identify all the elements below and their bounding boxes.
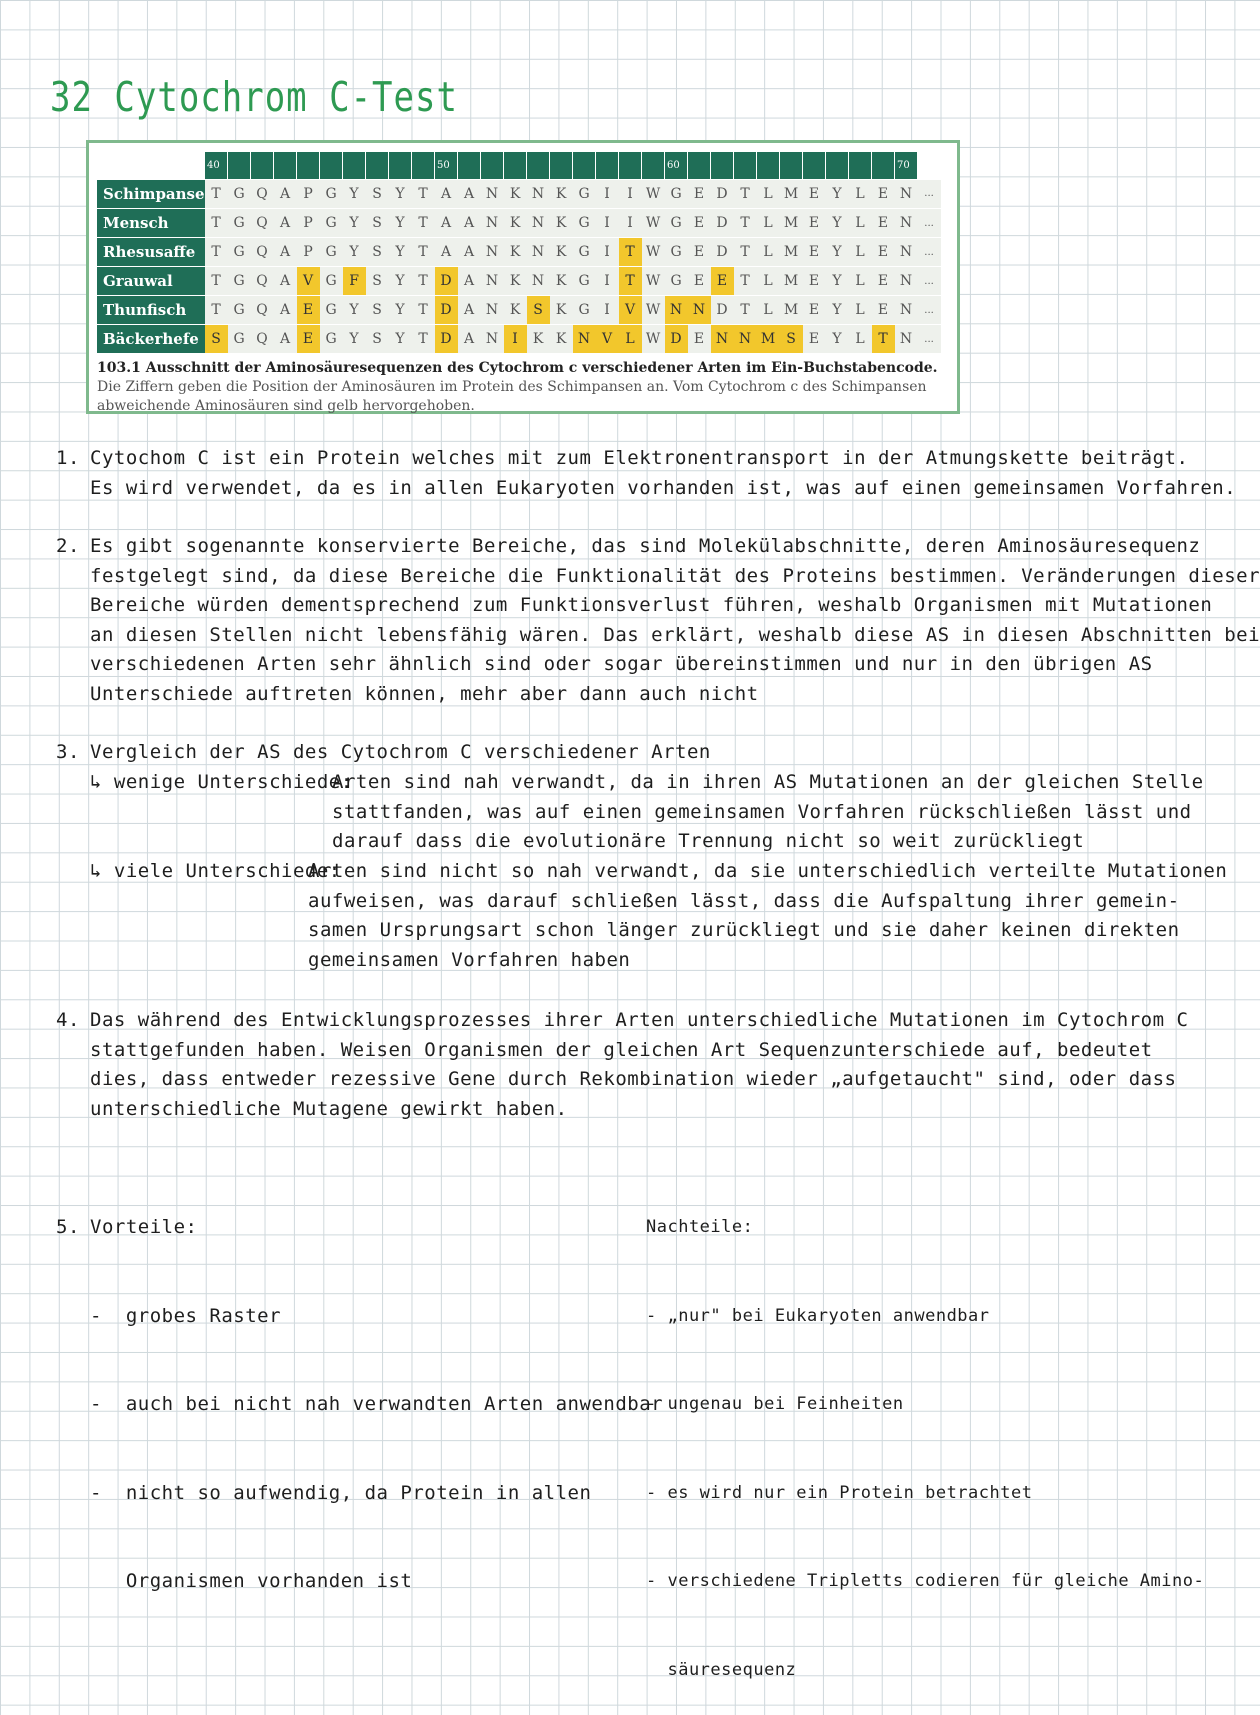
amino-acid-cell: G <box>228 267 251 296</box>
pros-item: - grobes Raster <box>90 1304 282 1327</box>
answer-line: an diesen Stellen nicht lebensfähig wären. Das erklärt, weshalb diese AS in diesen Abschnitten bei <box>90 623 1260 646</box>
amino-acid-cell-highlighted: T <box>872 325 895 354</box>
amino-acid-cell: W <box>642 325 665 354</box>
amino-acid-cell: E <box>803 296 826 325</box>
answer-line: Es gibt sogenannte konservierte Bereiche, das sind Molekülabschnitte, deren Aminosäuresequenz <box>90 535 1201 557</box>
amino-acid-cell: G <box>320 296 343 325</box>
amino-acid-cell: A <box>435 180 458 209</box>
amino-acid-cell: N <box>481 209 504 238</box>
amino-acid-cell: A <box>274 238 297 267</box>
species-row <box>97 180 941 209</box>
position-label <box>481 152 504 180</box>
amino-acid-cell: Q <box>251 296 274 325</box>
amino-acid-cell: G <box>573 267 596 296</box>
sequence-table <box>97 151 941 354</box>
amino-acid-cell: T <box>412 180 435 209</box>
table-corner <box>97 152 205 180</box>
position-label <box>504 152 527 180</box>
amino-acid-cell: A <box>458 325 481 354</box>
amino-acid-cell-highlighted: E <box>297 296 320 325</box>
species-name: Rhesusaffe <box>97 238 205 267</box>
amino-acid-cell: Q <box>251 238 274 267</box>
species-name: Schimpanse <box>97 180 205 209</box>
amino-acid-cell: K <box>504 296 527 325</box>
position-label: 70 <box>895 152 918 180</box>
amino-acid-cell: M <box>780 238 803 267</box>
amino-acid-cell: E <box>872 296 895 325</box>
amino-acid-cell: E <box>688 209 711 238</box>
amino-acid-cell: A <box>274 296 297 325</box>
amino-acid-cell: I <box>596 180 619 209</box>
amino-acid-cell: N <box>895 238 918 267</box>
position-label <box>320 152 343 180</box>
species-name: Grauwal <box>97 267 205 296</box>
amino-acid-cell: N <box>481 180 504 209</box>
amino-acid-cell: N <box>527 238 550 267</box>
amino-acid-cell: ... <box>918 325 941 354</box>
species-name: Thunfisch <box>97 296 205 325</box>
amino-acid-cell: ... <box>918 296 941 325</box>
amino-acid-cell: A <box>458 296 481 325</box>
amino-acid-cell: G <box>573 209 596 238</box>
position-label <box>849 152 872 180</box>
position-label <box>458 152 481 180</box>
amino-acid-cell: Y <box>389 238 412 267</box>
amino-acid-cell: M <box>780 209 803 238</box>
amino-acid-cell-highlighted: E <box>711 267 734 296</box>
amino-acid-cell: W <box>642 238 665 267</box>
few-differences-label: ↳ wenige Unterschiede: <box>90 771 353 793</box>
cons-item: - „nur" bei Eukaryoten anwendbar <box>646 1305 990 1326</box>
amino-acid-cell: Y <box>389 180 412 209</box>
answer-line: samen Ursprungsart schon länger zurückliegt und sie daher keinen direkten <box>308 919 1180 941</box>
amino-acid-cell: E <box>803 238 826 267</box>
amino-acid-cell: A <box>458 180 481 209</box>
species-row <box>97 296 941 325</box>
amino-acid-cell: T <box>734 180 757 209</box>
amino-acid-cell: E <box>688 325 711 354</box>
amino-acid-cell: P <box>297 238 320 267</box>
amino-acid-cell: W <box>642 296 665 325</box>
amino-acid-cell-highlighted: V <box>619 296 642 325</box>
amino-acid-cell-highlighted: S <box>527 296 550 325</box>
answer-5-cons <box>646 1154 1204 1715</box>
amino-acid-cell-highlighted: S <box>205 325 228 354</box>
position-label <box>803 152 826 180</box>
amino-acid-cell: G <box>228 238 251 267</box>
amino-acid-cell: T <box>412 325 435 354</box>
amino-acid-cell: S <box>366 180 389 209</box>
cons-item: - es wird nur ein Protein betrachtet <box>646 1482 1033 1503</box>
amino-acid-cell: G <box>320 267 343 296</box>
amino-acid-cell: G <box>228 209 251 238</box>
amino-acid-cell-highlighted: E <box>297 325 320 354</box>
few-differences-text <box>332 768 1204 857</box>
amino-acid-cell: E <box>688 238 711 267</box>
amino-acid-cell-highlighted: D <box>435 267 458 296</box>
position-label <box>550 152 573 180</box>
position-label <box>596 152 619 180</box>
amino-acid-cell: K <box>504 238 527 267</box>
amino-acid-cell: L <box>849 325 872 354</box>
amino-acid-cell: N <box>895 325 918 354</box>
amino-acid-cell: Y <box>343 209 366 238</box>
amino-acid-cell: A <box>435 238 458 267</box>
amino-acid-cell: Y <box>389 325 412 354</box>
amino-acid-cell: T <box>205 238 228 267</box>
answer-line: unterschiedliche Mutagene gewirkt haben. <box>90 1097 568 1120</box>
amino-acid-cell: Y <box>343 180 366 209</box>
position-label <box>274 152 297 180</box>
amino-acid-cell: K <box>550 209 573 238</box>
amino-acid-cell: G <box>573 180 596 209</box>
pros-item: - nicht so aufwendig, da Protein in allen <box>90 1481 592 1504</box>
position-label <box>711 152 734 180</box>
amino-acid-cell: Y <box>826 238 849 267</box>
answer-line: Bereiche würden dementsprechend zum Funktionsverlust führen, weshalb Organismen mit Mutationen <box>90 594 1213 616</box>
amino-acid-cell: A <box>458 238 481 267</box>
amino-acid-cell: G <box>665 209 688 238</box>
amino-acid-cell: P <box>297 180 320 209</box>
amino-acid-cell: I <box>596 296 619 325</box>
answer-line: Es wird verwendet, da es in allen Eukaryoten vorhanden ist, was auf einen gemeinsamen Vorfahren. <box>90 476 1237 499</box>
amino-acid-cell: G <box>320 180 343 209</box>
answer-line: Cytochom C ist ein Protein welches mit zum Elektronentransport in der Atmungskette beiträgt. <box>90 447 1189 469</box>
amino-acid-cell: S <box>366 209 389 238</box>
pros-item: Organismen vorhanden ist <box>90 1570 413 1592</box>
amino-acid-cell: G <box>320 325 343 354</box>
species-row <box>97 325 941 354</box>
pros-item: - auch bei nicht nah verwandten Arten anwendbar <box>90 1393 664 1415</box>
amino-acid-cell: W <box>642 180 665 209</box>
amino-acid-cell: Y <box>389 209 412 238</box>
amino-acid-cell: T <box>734 296 757 325</box>
amino-acid-cell: N <box>527 267 550 296</box>
position-label <box>389 152 412 180</box>
answer-1 <box>56 444 1236 503</box>
position-label <box>688 152 711 180</box>
amino-acid-cell: G <box>665 238 688 267</box>
amino-acid-cell-highlighted: V <box>297 267 320 296</box>
amino-acid-cell-highlighted: D <box>435 296 458 325</box>
amino-acid-cell: L <box>849 180 872 209</box>
position-label <box>826 152 849 180</box>
amino-acid-cell: L <box>757 267 780 296</box>
position-label: 50 <box>435 152 458 180</box>
amino-acid-cell: G <box>573 238 596 267</box>
species-row <box>97 209 941 238</box>
answer-2 <box>56 532 1260 709</box>
amino-acid-cell: E <box>803 180 826 209</box>
amino-acid-cell: Y <box>343 296 366 325</box>
position-label <box>343 152 366 180</box>
amino-acid-cell-highlighted: V <box>596 325 619 354</box>
answer-line: Unterschiede auftreten können, mehr aber dann auch nicht <box>90 682 759 705</box>
amino-acid-cell: ... <box>918 238 941 267</box>
position-label <box>872 152 895 180</box>
amino-acid-cell: M <box>780 267 803 296</box>
amino-acid-cell: G <box>228 325 251 354</box>
amino-acid-cell: L <box>757 296 780 325</box>
amino-acid-cell: N <box>895 180 918 209</box>
cons-item: - ungenau bei Feinheiten <box>646 1394 904 1414</box>
cons-title: Nachteile: <box>646 1217 754 1237</box>
amino-acid-cell: Y <box>826 296 849 325</box>
amino-acid-cell: K <box>550 325 573 354</box>
amino-acid-cell: K <box>504 209 527 238</box>
position-label <box>251 152 274 180</box>
amino-acid-cell: Y <box>343 238 366 267</box>
answer-number: 5. <box>56 1216 80 1238</box>
answer-line: Das während des Entwicklungsprozesses ihrer Arten unterschiedliche Mutationen im Cytochrom C <box>90 1009 1189 1031</box>
amino-acid-cell: E <box>688 180 711 209</box>
amino-acid-cell: Y <box>826 180 849 209</box>
amino-acid-cell: T <box>734 267 757 296</box>
position-label: 40 <box>205 152 228 180</box>
amino-acid-cell: L <box>849 267 872 296</box>
amino-acid-cell: M <box>780 180 803 209</box>
amino-acid-cell: G <box>320 209 343 238</box>
amino-acid-cell: Y <box>826 209 849 238</box>
amino-acid-cell: T <box>412 238 435 267</box>
position-label: 60 <box>665 152 688 180</box>
answer-line: dies, dass entweder rezessive Gene durch Rekombination wieder „aufgetaucht" sind, oder dass <box>90 1068 1177 1090</box>
caption-title: 103.1 Ausschnitt der Aminosäuresequenzen des Cytochrom c verschiedener Arten im Ein-Buchstabencode. <box>97 360 938 376</box>
caption-text: Die Ziffern geben die Position der Aminosäuren im Protein des Schimpansen an. Vom Cytochrom c des Schimpansen abweichende Aminosäuren sind gelb hervorgehoben. <box>97 379 927 414</box>
many-differences-text <box>308 857 1227 975</box>
amino-acid-cell: Y <box>826 325 849 354</box>
amino-acid-cell: N <box>481 325 504 354</box>
amino-acid-cell: M <box>780 296 803 325</box>
amino-acid-cell: N <box>481 238 504 267</box>
position-label <box>642 152 665 180</box>
pros-title: Vorteile: <box>90 1216 198 1238</box>
amino-acid-cell: G <box>228 296 251 325</box>
amino-acid-cell: T <box>412 209 435 238</box>
amino-acid-cell-highlighted: N <box>573 325 596 354</box>
amino-acid-cell: N <box>481 267 504 296</box>
answer-line: aufweisen, was darauf schließen lässt, dass die Aufspaltung ihrer gemein- <box>308 889 1180 912</box>
amino-acid-cell: G <box>228 180 251 209</box>
amino-acid-cell: A <box>274 180 297 209</box>
amino-acid-cell: L <box>849 296 872 325</box>
amino-acid-cell: K <box>550 267 573 296</box>
amino-acid-cell: I <box>619 180 642 209</box>
amino-acid-cell-highlighted: M <box>757 325 780 354</box>
amino-acid-cell: T <box>734 238 757 267</box>
amino-acid-cell: A <box>458 267 481 296</box>
amino-acid-cell: S <box>366 267 389 296</box>
answer-line: festgelegt sind, da diese Bereiche die Funktionalität des Proteins bestimmen. Veränderungen dieser <box>90 564 1260 587</box>
position-label <box>527 152 550 180</box>
amino-acid-cell: L <box>849 238 872 267</box>
amino-acid-cell: K <box>550 296 573 325</box>
amino-acid-cell: Y <box>389 267 412 296</box>
amino-acid-cell: G <box>665 267 688 296</box>
amino-acid-cell: E <box>803 325 826 354</box>
amino-acid-cell: T <box>205 209 228 238</box>
amino-acid-cell: I <box>619 209 642 238</box>
amino-acid-cell-highlighted: D <box>665 325 688 354</box>
position-label <box>757 152 780 180</box>
answer-5-pros <box>56 1154 663 1626</box>
answer-line: Arten sind nah verwandt, da in ihren AS Mutationen an der gleichen Stelle <box>332 771 1204 793</box>
species-row <box>97 238 941 267</box>
amino-acid-cell: L <box>757 238 780 267</box>
amino-acid-cell: I <box>596 267 619 296</box>
amino-acid-cell-highlighted: N <box>734 325 757 354</box>
position-label <box>619 152 642 180</box>
many-differences-label: ↳ viele Unterschiede: <box>90 860 341 882</box>
amino-acid-cell: Q <box>251 209 274 238</box>
amino-acid-cell: N <box>895 209 918 238</box>
answer-line: verschiedenen Arten sehr ähnlich sind oder sogar übereinstimmen und nur in den übrigen AS <box>90 653 1153 675</box>
answer-heading: Vergleich der AS des Cytochrom C verschiedener Arten <box>90 741 711 763</box>
amino-acid-cell: G <box>573 296 596 325</box>
position-label <box>366 152 389 180</box>
amino-acid-cell: G <box>320 238 343 267</box>
amino-acid-cell: ... <box>918 209 941 238</box>
amino-acid-cell: ... <box>918 180 941 209</box>
amino-acid-cell: T <box>205 296 228 325</box>
amino-acid-cell: D <box>711 209 734 238</box>
amino-acid-cell: Y <box>389 296 412 325</box>
answer-line: stattfanden, was auf einen gemeinsamen Vorfahren rückschließen lässt und <box>332 800 1192 823</box>
amino-acid-cell: A <box>458 209 481 238</box>
amino-acid-cell: T <box>412 267 435 296</box>
amino-acid-cell-highlighted: L <box>619 325 642 354</box>
amino-acid-cell: Q <box>251 267 274 296</box>
amino-acid-cell: N <box>895 296 918 325</box>
amino-acid-cell: Q <box>251 180 274 209</box>
amino-acid-cell-highlighted: D <box>435 325 458 354</box>
position-label <box>228 152 251 180</box>
amino-acid-cell: T <box>205 267 228 296</box>
answer-line: stattgefunden haben. Weisen Organismen der gleichen Art Sequenzunterschiede auf, bedeutet <box>90 1038 1153 1061</box>
page-title: 32 Cytochrom C-Test <box>50 74 458 122</box>
answer-number: 1. <box>56 447 80 469</box>
amino-acid-cell: Y <box>826 267 849 296</box>
amino-acid-cell: D <box>711 296 734 325</box>
amino-acid-cell: K <box>550 238 573 267</box>
amino-acid-cell: S <box>366 238 389 267</box>
amino-acid-cell-highlighted: S <box>780 325 803 354</box>
amino-acid-cell-highlighted: T <box>619 267 642 296</box>
amino-acid-cell: D <box>711 180 734 209</box>
amino-acid-cell-highlighted: T <box>619 238 642 267</box>
amino-acid-cell: E <box>872 180 895 209</box>
amino-acid-cell: Y <box>343 325 366 354</box>
amino-acid-cell: P <box>297 209 320 238</box>
amino-acid-cell: E <box>872 209 895 238</box>
cons-item: - verschiedene Tripletts codieren für gleiche Amino- <box>646 1571 1205 1591</box>
amino-acid-cell: T <box>412 296 435 325</box>
answer-number: 3. <box>56 741 80 763</box>
amino-acid-cell: E <box>803 209 826 238</box>
amino-acid-cell: A <box>274 267 297 296</box>
amino-acid-cell: W <box>642 209 665 238</box>
amino-acid-cell: N <box>527 209 550 238</box>
amino-acid-cell: Q <box>251 325 274 354</box>
species-name: Bäckerhefe <box>97 325 205 354</box>
sequence-figure <box>86 140 960 414</box>
amino-acid-cell: N <box>481 296 504 325</box>
amino-acid-cell: A <box>274 325 297 354</box>
amino-acid-cell: T <box>734 209 757 238</box>
amino-acid-cell: G <box>665 180 688 209</box>
amino-acid-cell-highlighted: N <box>688 296 711 325</box>
amino-acid-cell: E <box>688 267 711 296</box>
answer-number: 2. <box>56 535 80 557</box>
amino-acid-cell: L <box>757 180 780 209</box>
amino-acid-cell: K <box>527 325 550 354</box>
amino-acid-cell: I <box>596 238 619 267</box>
amino-acid-cell: E <box>872 238 895 267</box>
amino-acid-cell: A <box>274 209 297 238</box>
amino-acid-cell: ... <box>918 267 941 296</box>
amino-acid-cell: D <box>711 238 734 267</box>
amino-acid-cell: S <box>366 296 389 325</box>
answer-3 <box>56 738 711 768</box>
amino-acid-cell: K <box>550 180 573 209</box>
position-label <box>573 152 596 180</box>
species-name: Mensch <box>97 209 205 238</box>
amino-acid-cell-highlighted: N <box>711 325 734 354</box>
amino-acid-cell: S <box>366 325 389 354</box>
amino-acid-cell: A <box>435 209 458 238</box>
amino-acid-cell: E <box>872 267 895 296</box>
amino-acid-cell: K <box>504 180 527 209</box>
amino-acid-cell: N <box>527 180 550 209</box>
amino-acid-cell: L <box>757 209 780 238</box>
answer-4 <box>56 1006 1188 1124</box>
cons-item: säuresequenz <box>646 1659 797 1680</box>
answer-number: 4. <box>56 1009 80 1031</box>
position-label <box>734 152 757 180</box>
amino-acid-cell: L <box>849 209 872 238</box>
amino-acid-cell-highlighted: I <box>504 325 527 354</box>
answer-line: Arten sind nicht so nah verwandt, da sie unterschiedlich verteilte Mutationen <box>308 860 1228 882</box>
position-label <box>780 152 803 180</box>
position-label <box>297 152 320 180</box>
answer-line: darauf dass die evolutionäre Trennung nicht so weit zurückliegt <box>332 830 1085 852</box>
amino-acid-cell-highlighted: F <box>343 267 366 296</box>
amino-acid-cell: W <box>642 267 665 296</box>
figure-caption <box>97 359 947 416</box>
amino-acid-cell: N <box>895 267 918 296</box>
amino-acid-cell: T <box>205 180 228 209</box>
position-label <box>412 152 435 180</box>
amino-acid-cell: E <box>803 267 826 296</box>
amino-acid-cell: I <box>596 209 619 238</box>
amino-acid-cell: K <box>504 267 527 296</box>
answer-line: gemeinsamen Vorfahren haben <box>308 948 631 971</box>
species-row <box>97 267 941 296</box>
amino-acid-cell-highlighted: N <box>665 296 688 325</box>
